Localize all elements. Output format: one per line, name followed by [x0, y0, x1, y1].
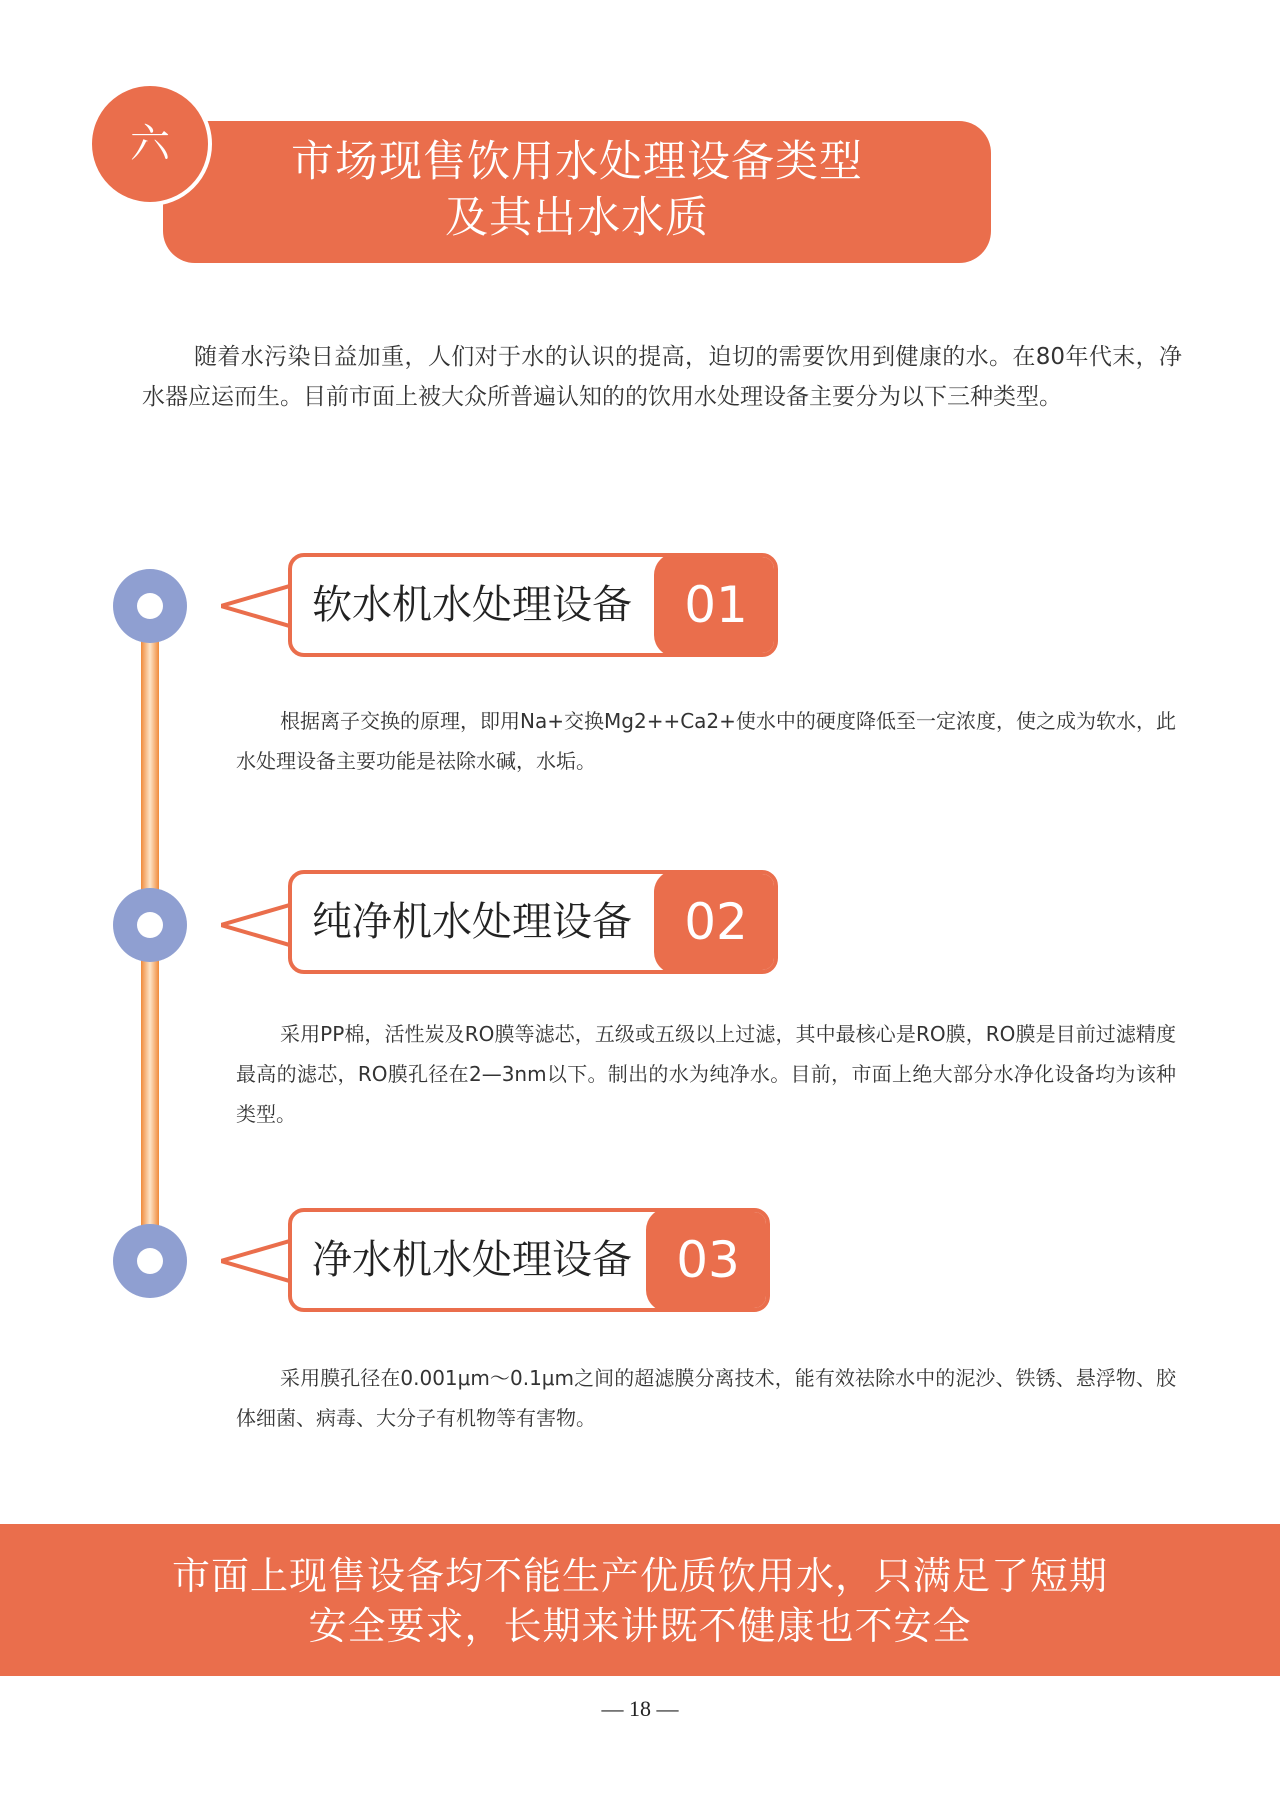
- callout-pointer-2: [221, 900, 293, 950]
- timeline-node-2: [113, 888, 187, 962]
- item-description-3: 采用膜孔径在0.001μm～0.1μm之间的超滤膜分离技术，能有效祛除水中的泥沙、铁锈、悬浮物、胶体细菌、病毒、大分子有机物等有害物。: [236, 1366, 1176, 1430]
- timeline-node-1: [113, 569, 187, 643]
- conclusion-line1: 市面上现售设备均不能生产优质饮用水，只满足了短期: [171, 1554, 1108, 1598]
- callout-pointer-3: [221, 1236, 293, 1286]
- item-title-2: 纯净机水处理设备: [312, 899, 632, 945]
- intro-paragraph: 随着水污染日益加重，人们对于水的认识的提高，迫切的需要饮用到健康的水。在80年代末，净水器应运而生。目前市面上被大众所普遍认知的的饮用水处理设备主要分为以下三种类型。: [142, 344, 1182, 410]
- item-title-3: 净水机水处理设备: [312, 1237, 632, 1283]
- section-title: [163, 134, 991, 246]
- item-number-3: 03: [646, 1208, 770, 1312]
- item-number-2: 02: [654, 870, 778, 974]
- item-description-1: 根据离子交换的原理，即用Na+交换Mg2++Ca2+使水中的硬度降低至一定浓度，使之成为软水，此水处理设备主要功能是祛除水碱，水垢。: [236, 709, 1176, 773]
- page-number: — 18 —: [601, 1696, 679, 1721]
- timeline-node-hole: [137, 912, 163, 938]
- conclusion-text: [0, 1551, 1280, 1651]
- timeline-node-hole: [137, 1248, 163, 1274]
- item-title-1: 软水机水处理设备: [312, 582, 632, 628]
- conclusion-line2: 安全要求，长期来讲既不健康也不安全: [308, 1604, 972, 1648]
- callout-pointer-1: [221, 581, 293, 631]
- section-title-line2: 及其出水水质: [445, 193, 709, 243]
- item-card-2: [288, 870, 778, 974]
- timeline-node-3: [113, 1224, 187, 1298]
- item-card-3: [288, 1208, 770, 1312]
- timeline-node-hole: [137, 593, 163, 619]
- section-number: 六: [130, 121, 170, 167]
- item-card-1: [288, 553, 778, 657]
- section-title-line1: 市场现售饮用水处理设备类型: [291, 137, 863, 187]
- item-number-1: 01: [654, 553, 778, 657]
- item-description-2: 采用PP棉，活性炭及RO膜等滤芯，五级或五级以上过滤，其中最核心是RO膜，RO膜是目前过滤精度最高的滤芯，RO膜孔径在2—3nm以下。制出的水为纯净水。目前，市面上绝大部分水净化设备均为该种类型。: [236, 1022, 1176, 1126]
